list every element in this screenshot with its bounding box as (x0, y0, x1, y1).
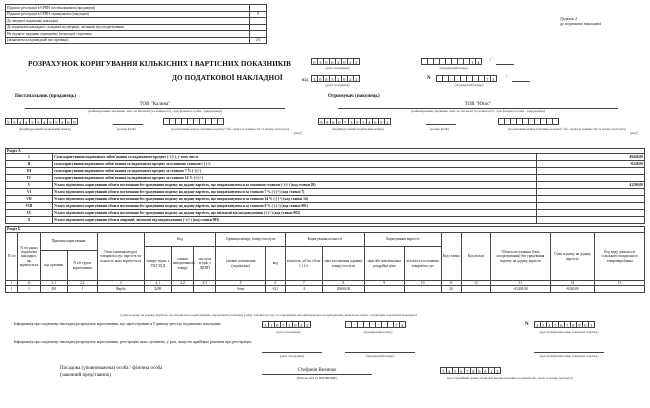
seller-ipn-digit[interactable]: 4 (23, 118, 30, 125)
nn-number-suffix[interactable] (512, 81, 530, 82)
hdr-vat: Сума податку на додану вартість (550, 233, 595, 281)
signer-ipn-digit[interactable]: 5 (452, 367, 459, 374)
seller-ipn-digit[interactable]: 6 (65, 118, 72, 125)
buyer-ipn-digit[interactable]: 3 (348, 118, 355, 125)
buyer-name-caption: (найменування; прізвище, ім'я, по батькові (за наявності) - для фізичної особи - підприємця) (411, 109, 545, 113)
seller-ipn-digit[interactable]: 4 (41, 118, 48, 125)
column-number: 4.1 (144, 281, 171, 286)
cell-code[interactable]: 301 (40, 286, 67, 293)
cell-pilga[interactable] (461, 286, 491, 293)
hdr-excise: Код виду діяльності сільськогосподарського товаровиробника (595, 233, 645, 281)
nn-date-digit[interactable]: 5 (329, 75, 336, 82)
table-row[interactable] (6, 154, 645, 161)
reg-date-digit[interactable]: 2 (298, 321, 305, 328)
buyer-branch-field[interactable] (426, 124, 456, 125)
hdr-n: N з/п (6, 233, 18, 281)
row-number: VI (6, 189, 53, 196)
cell-group[interactable]: 1 (67, 286, 97, 293)
row-number: X (6, 217, 53, 224)
buyer-ipn-cells[interactable] (318, 118, 390, 125)
table-row[interactable] (6, 196, 645, 203)
reg-number-digit[interactable]: 4 (399, 321, 406, 328)
cell-dkpp[interactable] (194, 286, 216, 293)
seller-ipn-digit[interactable]: 5 (11, 118, 18, 125)
cell-pchg[interactable] (364, 286, 404, 293)
nn-date-digit[interactable]: 3 (311, 75, 318, 82)
nn-number-caption: (порядковий номер) (454, 83, 484, 87)
hdr-rate: Код ставки (441, 233, 461, 281)
cell-unit_code[interactable]: 621 (265, 286, 285, 293)
row-text: Усього підлягають коригуванню обсяги постачання без урахування податку на додану вартість, що оподатковуються за ставкою 0 % (-) (+) (код ставки 901) (53, 203, 537, 210)
reg-date-digit[interactable]: 0 (292, 321, 299, 328)
calc-date-digit[interactable]: 0 (323, 58, 330, 65)
reg-number-cells[interactable] (345, 321, 405, 328)
nn-number-digit[interactable]: 3 (490, 75, 497, 82)
hdr-qty: кількість, об'єм, обсяг (-) (+) (285, 247, 322, 281)
hdr-pilga: Код пільги (461, 233, 491, 281)
reg-number-digit[interactable]: 7 (393, 321, 400, 328)
buyer-branch-caption: (номер філії) (430, 127, 449, 131)
reg-ipn-cells[interactable] (534, 321, 594, 328)
checkbox-label: Підлягає реєстрації в ЄРПН отримувачем (покупцем) (6, 11, 250, 18)
table-row[interactable] (6, 182, 645, 189)
buyer-ipn-digit[interactable]: 0 (336, 118, 343, 125)
seller-ipn-digit[interactable]: 5 (35, 118, 42, 125)
reg-date-digit[interactable]: 3 (262, 321, 269, 328)
unreg-date-caption: (дата складання) (279, 354, 305, 358)
cell-vat[interactable]: -8240,00 (550, 286, 595, 293)
table-row[interactable] (6, 168, 645, 175)
column-number: 8 (322, 281, 364, 286)
nn-n-label: N (427, 76, 431, 81)
reg-ipn-digit[interactable]: 3 (540, 321, 547, 328)
column-number: 6 (265, 281, 285, 286)
hdr-price-group: Коригування вартості (364, 233, 441, 247)
nn-date-digit[interactable]: 0 (323, 75, 330, 82)
unreg-ipn-caption: (реєстраційний номер платника податку) (539, 354, 599, 358)
signer-ipn-digit[interactable]: 8 (470, 367, 477, 374)
seller-ipn-caption: (індивідуальний податковий номер) (19, 127, 71, 131)
reg-ipn-digit[interactable]: 0 (582, 321, 589, 328)
nn-number-cells[interactable] (436, 75, 496, 82)
nn-date-digit[interactable]: 0 (317, 75, 324, 82)
buyer-block (318, 94, 648, 146)
calc-number-digit[interactable]: 1 (469, 58, 476, 65)
column-number: 14 (550, 281, 595, 286)
row-text: Усього підлягають коригуванню обсяги постачання без урахування податку на додану вартість, що звільнені від оподаткування (-) (+) (код ставки 902) (53, 210, 537, 217)
row-number: I (6, 154, 53, 161)
nn-number-slash: / (506, 75, 508, 80)
nn-number-digit[interactable]: 7 (484, 75, 491, 82)
row-text: сума коригування податкового зобов'язання та податкового кредиту за ставкою 7 % (-) (+) (53, 168, 537, 175)
calc-date-digit[interactable]: 2 (347, 58, 354, 65)
checkbox-label: Не підлягає наданню отримувачу (покупцю) з причини (6, 31, 250, 38)
buyer-code-caption: (податковий номер платника податку¹ або серія (за наявності) та номер паспорта) (508, 127, 626, 131)
table-row[interactable] (6, 189, 645, 196)
signer-ipn-digit[interactable]: 7 (464, 367, 471, 374)
table-row[interactable] (6, 161, 645, 168)
signer-ipn-digit[interactable]: 6 (458, 367, 465, 374)
seller-code-caption: (податковий номер платника податку¹ або серія (за наявності) та номер паспорта) (171, 127, 289, 131)
signer-ipn-digit[interactable]: 9 (476, 367, 483, 374)
buyer-ipn-digit[interactable]: 6 (330, 118, 337, 125)
cell-price[interactable]: 20600,00 (322, 286, 364, 293)
code-digit[interactable] (552, 118, 559, 125)
table-row[interactable] (6, 203, 645, 210)
unreg-number-caption: (порядковий номер) (365, 354, 395, 358)
row-text: сума коригування податкового зобов'язання та податкового кредиту за основною ставкою (-) (+) (53, 161, 537, 168)
page-title-line1: РОЗРАХУНОК КОРИГУВАННЯ КІЛЬКІСНИХ І ВАРТІСНИХ ПОКАЗНИКІВ (28, 60, 292, 68)
section-a-label: Розділ А (6, 149, 645, 154)
column-number: 3 (97, 281, 144, 286)
nn-date-digit[interactable]: 2 (335, 75, 342, 82)
hdr-volume: Обсяги постачання (база оподаткування) без урахування податку на додану вартість (491, 233, 550, 281)
calc-date-digit[interactable]: 6 (329, 58, 336, 65)
row-text: Усього підлягають коригуванню обсяги постачання без урахування податку на додану вартість, що оподатковуються за основною ставкою (-) (+) (код ставки 20) (53, 182, 537, 189)
appendix-line1: Додаток 2 (560, 16, 577, 21)
hdr-price-change: ціна або максимальна роздрібна ціна (364, 247, 404, 281)
reg-n-label: N (525, 322, 529, 327)
seller-ipn-digit[interactable]: 5 (47, 118, 54, 125)
column-number: 12 (461, 281, 491, 286)
buyer-ipn-caption: (індивідуальний податковий номер) (332, 127, 384, 131)
hdr-price-qty: кількість постачання товарів/послуг (404, 247, 441, 281)
column-number: 9 (364, 281, 404, 286)
calc-date-digit[interactable]: 0 (341, 58, 348, 65)
checkbox-label: До податкової накладної, складеної на операції, звільнені від оподаткування (6, 24, 250, 31)
row-value[interactable] (537, 203, 645, 210)
section-b-table (5, 226, 645, 293)
calc-date-cells[interactable] (311, 58, 359, 65)
buyer-name[interactable]: ТОВ "Юпіс" (338, 102, 618, 109)
cell-nrow[interactable]: 1 (18, 286, 40, 293)
reg-date-cells[interactable] (262, 321, 310, 328)
seller-name-caption: (найменування; прізвище, ім'я, по батькові (за наявності) - для фізичної особи - підприємця) (88, 109, 222, 113)
nn-date-digit[interactable]: 2 (347, 75, 354, 82)
buyer-ipn-digit[interactable]: 8 (324, 118, 331, 125)
reg-date-digit[interactable]: 5 (280, 321, 287, 328)
table-row[interactable] (6, 286, 645, 293)
reg-ipn-digit[interactable]: 8 (570, 321, 577, 328)
hdr-unit-name: умовне позначення (українське) (216, 247, 266, 281)
column-number: 10 (404, 281, 441, 286)
calc-number-caption: (порядковий номер) (439, 66, 469, 70)
cell-sg[interactable] (595, 286, 645, 293)
row-text: Усього підлягають коригуванню обсяги операцій, звільнені від оподаткування (-) (+) (код ставки 903) (53, 217, 537, 224)
reg-date-digit[interactable]: 2 (286, 321, 293, 328)
signer-ipn-digit[interactable]: 1 (488, 367, 495, 374)
appendix-note (560, 16, 601, 26)
column-number: 4.3 (194, 281, 216, 286)
top-checkbox-block (5, 4, 267, 44)
row-number: VIII (6, 203, 53, 210)
cell-unit_name[interactable]: бочк (216, 286, 266, 293)
row-number: II (6, 161, 53, 168)
unreg-ipn-field[interactable] (534, 352, 604, 353)
buyer-ipn-digit[interactable]: 2 (384, 118, 391, 125)
section-b-label: Розділ Б (6, 227, 645, 233)
checkbox-label: Підлягає реєстрації в ЄРПН постачальником (продавцем) (6, 5, 250, 12)
column-number: 15 (595, 281, 645, 286)
reg-ipn-digit[interactable]: 6 (558, 321, 565, 328)
calc-date-digit[interactable]: 2 (335, 58, 342, 65)
buyer-header: Отримувач (покупець) (328, 94, 380, 99)
cell-qty[interactable]: -2 (285, 286, 322, 293)
row-value[interactable]: -49440,00 (537, 154, 645, 161)
section-b (5, 226, 645, 293)
cell-rate[interactable]: 20 (441, 286, 461, 293)
cell-desc[interactable]: Фарба (97, 286, 144, 293)
calc-number-cells[interactable] (421, 58, 481, 65)
title-vid: від (302, 78, 309, 83)
cell-volume[interactable]: -41200,00 (491, 286, 550, 293)
column-number: 11 (18, 281, 40, 286)
seller-branch-caption: (номер філії) (117, 127, 136, 131)
reg-ipn-digit[interactable]: 7 (564, 321, 571, 328)
calc-number-digit[interactable]: 4 (475, 58, 482, 65)
hdr-qty-group: Коригування кількості (285, 233, 364, 247)
section-a (5, 148, 645, 224)
calc-date-caption: (дата складання) (325, 66, 350, 70)
row-number: IV (6, 175, 53, 182)
row-text: сума коригування податкового зобов'язання та податкового кредиту за ставкою 14 % (-) (+) (53, 175, 537, 182)
reg-date-digit[interactable]: 2 (304, 321, 311, 328)
buyer-ipn-digit[interactable]: 5 (354, 118, 361, 125)
buyer-ipn-digit[interactable]: 7 (342, 118, 349, 125)
reg-number-caption: (порядковий номер) (363, 330, 393, 334)
hdr-dkpp: послуги згідно з ДКПП (194, 247, 216, 281)
seller-branch-field[interactable] (113, 124, 143, 125)
seller-code-cells[interactable] (163, 118, 223, 125)
reg-ipn-digit[interactable]: 5 (552, 321, 559, 328)
buyer-ipn-digit[interactable]: 4 (366, 118, 373, 125)
hdr-unit: Одиниця виміру товару/послуги (216, 233, 285, 247)
hdr-unit-code: код (265, 247, 285, 281)
buyer-code-cells[interactable] (498, 118, 558, 125)
buyer-ipn-digit[interactable]: 5 (360, 118, 367, 125)
row-number: VII (6, 196, 53, 203)
calc-date-digit[interactable]: 3 (317, 58, 324, 65)
hdr-uktzed: товару згідно з УКТ ЗЕД (144, 247, 171, 281)
row-text: Усього підлягають коригуванню обсяги постачання без урахування податку на додану вартість, що оподатковуються за ставкою 7 % (-) (+) (код ставки 7) (53, 189, 537, 196)
row-number: III (6, 168, 53, 175)
unreg-number-field[interactable] (345, 352, 415, 353)
hdr-reason-num: N з/п групи коригування (67, 251, 97, 281)
row-number: IX (6, 210, 53, 217)
nn-date-cells[interactable] (311, 75, 359, 82)
section-a-table (5, 148, 645, 224)
calc-date-digit[interactable]: 2 (353, 58, 360, 65)
row-number: V (6, 182, 53, 189)
row-value[interactable] (537, 189, 645, 196)
column-number: 13 (491, 281, 550, 286)
column-number: 7 (285, 281, 322, 286)
table-row[interactable] (6, 217, 645, 224)
seller-block (5, 94, 310, 146)
reg-date-caption: (дата складання) (276, 330, 301, 334)
seller-header: Постачальник (продавець) (15, 94, 76, 99)
unreg-label: Інформація про податкову накладну/розрахунок коригування, реєстрацію яких зупинено, у разі, якщо не прийнято рішення про реєстрацію (14, 339, 252, 344)
cell-pqty[interactable] (404, 286, 441, 293)
seller-name[interactable]: ТОВ "Калина" (25, 102, 285, 109)
signer-label: Посадова (уповноважена) особа / фізична особа (60, 366, 163, 371)
column-number: 2.1 (40, 281, 67, 286)
hdr-qty-price: ціна постачання одиниці товару/послуги (322, 247, 364, 281)
column-number: 11 (441, 281, 461, 286)
checkbox-label: До зведеної податкової накладної (6, 18, 250, 25)
signer-caption: (Власне ім'я та ПРІЗВИЩЕ) (296, 376, 338, 380)
buyer-kod: (код²) (630, 131, 639, 135)
nn-date-digit[interactable]: 2 (353, 75, 360, 82)
signer-ipn-digit[interactable]: 4 (446, 367, 453, 374)
checkbox-table (5, 4, 267, 44)
cell-imp[interactable] (171, 286, 193, 293)
signer-sub: (законний представник) (60, 373, 111, 378)
reg-label: Інформація про податкову накладну/розрахунок коригування, що зареєстровані в Єдиному реєстрі податкових накладних (14, 321, 221, 326)
seller-ipn-digit[interactable]: 5 (29, 118, 36, 125)
code-digit[interactable] (217, 118, 224, 125)
reg-ipn-digit[interactable]: 9 (576, 321, 583, 328)
column-number: 5 (216, 281, 266, 286)
reg-date-digit[interactable]: 0 (274, 321, 281, 328)
nn-date-caption: (дата складання) (325, 83, 350, 87)
checkbox-mark[interactable]: X (250, 11, 267, 18)
hdr-reason: Причина коригування (40, 233, 97, 251)
page-title-line2: ДО ПОДАТКОВОЇ НАКЛАДНОЇ (172, 74, 283, 82)
buyer-ipn-digit[interactable]: 9 (318, 118, 325, 125)
unreg-date-field[interactable] (262, 352, 322, 353)
column-number: 1 (6, 281, 18, 286)
row-text: Усього підлягають коригуванню обсяги постачання без урахування податку на додану вартість, що оподатковуються за ставкою 14 % (-) (+) (код ставки 14) (53, 196, 537, 203)
reg-ipn-caption: (реєстраційний номер платника податку) (539, 330, 599, 334)
reg-ipn-digit[interactable]: 2 (534, 321, 541, 328)
calc-number-suffix[interactable] (496, 64, 514, 65)
column-number: 4.2 (171, 281, 193, 286)
signer-ipn-caption: (реєстраційний номер облікової картки платника податків або серія та номер паспорта) (447, 376, 573, 380)
row-text: Сума коригування податкового зобов'язання та податкового кредиту (-) (+), у тому числі (53, 154, 537, 161)
row-value[interactable] (537, 175, 645, 182)
row-value[interactable] (537, 168, 645, 175)
signer-ipn-digit[interactable]: 3 (440, 367, 447, 374)
hdr-desc: Опис (номенклатура) товарів/послуг, вартість чи кількість яких коригується (97, 233, 144, 281)
column-number: 2.2 (67, 281, 97, 286)
nn-date-digit[interactable]: 0 (341, 75, 348, 82)
hdr-nrow: N з/п рядка податкової накладної, що коригується (18, 233, 40, 281)
row-value[interactable] (537, 210, 645, 217)
reg-date-digit[interactable]: 1 (268, 321, 275, 328)
seller-ipn-digit[interactable]: 5 (5, 118, 12, 125)
buyer-ipn-digit[interactable]: 6 (372, 118, 379, 125)
buyer-ipn-digit[interactable]: 5 (378, 118, 385, 125)
signer-ipn-cells[interactable] (440, 367, 500, 374)
checkbox-mark[interactable]: 2 0 (250, 37, 267, 44)
seller-kod: (код²) (294, 131, 303, 135)
reg-ipn-digit[interactable]: 1 (588, 321, 595, 328)
seller-ipn-digit[interactable]: 5 (53, 118, 60, 125)
signer-ipn-digit[interactable]: 0 (482, 367, 489, 374)
checkbox-label: (зазначається відповідний тип причини) (6, 37, 250, 44)
calc-number-slash: / (490, 58, 492, 63)
footer-note: Суми податку на додану вартість, що підлягають коригуванню, нараховані (сплачені) в ціну товарів/послуг за операціями, які звільнені від оподаткування, визначені згідно з пунктами податкової накладної (120, 313, 417, 317)
cell-ukt[interactable]: 3209 (144, 286, 171, 293)
checkbox-row (6, 37, 267, 44)
seller-ipn-digit[interactable]: 0 (71, 118, 78, 125)
table-row[interactable] (6, 210, 645, 217)
seller-ipn-digit[interactable]: 4 (59, 118, 66, 125)
table-row[interactable] (6, 175, 645, 182)
seller-ipn-digit[interactable]: 4 (17, 118, 24, 125)
signer-name[interactable]: Стефанія Величко (262, 368, 372, 375)
reg-ipn-digit[interactable]: 4 (546, 321, 553, 328)
hdr-import: ознаки імпортованого товару (171, 247, 193, 281)
hdr-kod: Код (144, 233, 216, 247)
row-value[interactable] (537, 196, 645, 203)
signer-ipn-digit[interactable]: 3 (494, 367, 501, 374)
cell-n[interactable]: 1 (6, 286, 18, 293)
row-value[interactable]: -8240,00 (537, 161, 645, 168)
seller-ipn-cells[interactable] (5, 118, 77, 125)
row-value[interactable] (537, 217, 645, 224)
hdr-reason-code: код причини (40, 251, 67, 281)
appendix-line2: до податкової накладної (560, 21, 602, 26)
row-value[interactable]: -41200,00 (537, 182, 645, 189)
calc-date-digit[interactable]: 0 (311, 58, 318, 65)
